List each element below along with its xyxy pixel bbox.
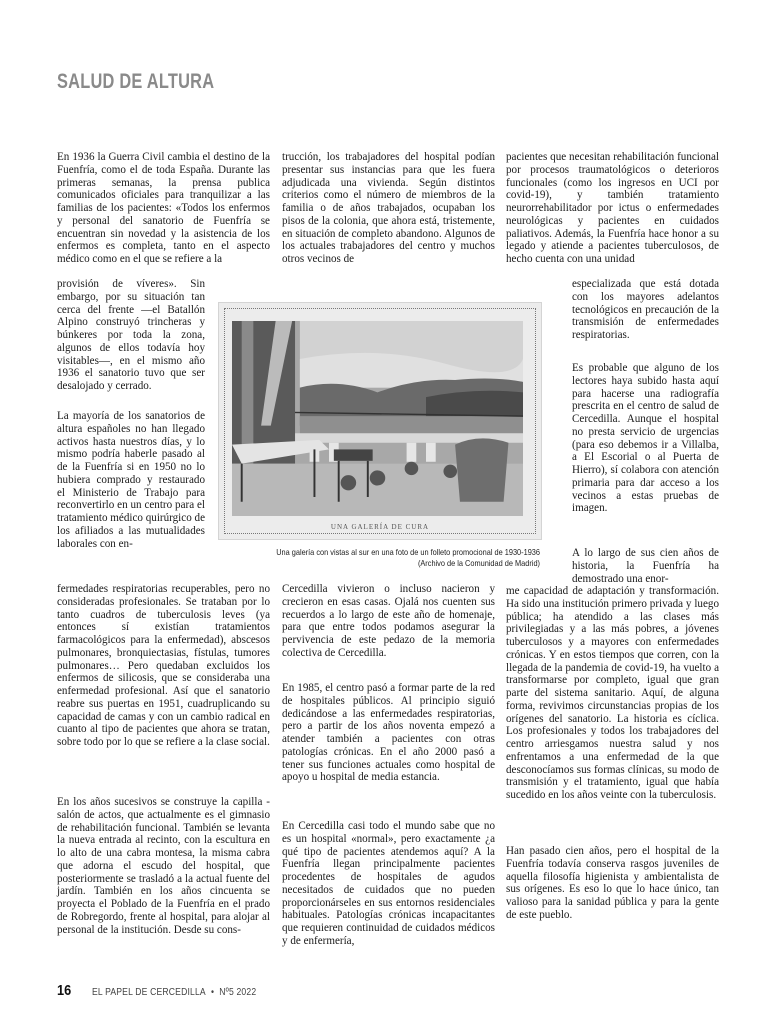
col1-p1-narrow: provisión de víveres». Sin embargo, por su situación tan cerca del frente —el Batallón Alpino construyó trincheras y búnkeres por toda la zona, algunos de ellos todavía hoy visitables—, en el mismo año 1936 el sanatorio tuvo que ser desalojado y cerrado. xyxy=(57,278,205,392)
col3-p3-full: me capacidad de adaptación y transformación. Ha sido una institución primero privada y luego pública; ha atendido a las clases más privilegiadas y a las más pobres, a jóvenes tuberculosos y a mayores con enfermedades crónicas. Y en estos tiempos que corren, con la llegada de la pandemia de covid-19, ha vuelto a transformarse por completo, igual que gran parte del sistema sanitario. Aquí, de alguna forma, revivimos circunstancias propias de los orígenes del sanatorio. La historia es cíclica. Los profesionales y todos los trabajadores del centro arriesgamos nuestra salud y nos enfrentamos a una enfermedad de la que desconocíamos sus formas clínicas, su modo de transmisión y el tratamiento, igual que había sucedido en los años veinte con la tuberculosis. xyxy=(506,585,719,801)
col1-p2-full: fermedades respiratorias recuperables, pero no consideradas profesionales. Se trataban por lo tanto cuadros de tuberculosis leves (ya entonces sí existían tratamientos farmacológicos para la enfermedad), abscesos pulmonares, bronquiectasias, fístulas, tumores pulmonares… Pero quedaban excluidos los enfermos de silicosis, que se consideraba una enfermedad profesional. Así que el sanatorio reabre sus puertas en 1951, cuadruplicando su capacidad de camas y con un cambio radical en cuanto al tipo de pacientes que ahora se tratan, sobre todo por lo que se refiere a la clase social. xyxy=(57,583,270,748)
publication-title: EL PAPEL DE CERCEDILLA xyxy=(92,986,206,998)
col1-p3: En los años sucesivos se construye la capilla - salón de actos, que actualmente es el gimnasio de rehabilitación funcional. También se levanta la nueva entrada al recinto, con la escultura en lo alto de una cabra montesa, la misma cabra que adorna el escudo del hospital, que posteriormente se trasladó a la actual fuente del jardín. También en los años cincuenta se proyecta el Poblado de la Fuenfría en el prado de Robregordo, frente al hospital, para alojar al personal de la institución. Desde su cons- xyxy=(57,796,270,936)
col1-p2-narrow: La mayoría de los sanatorios de altura españoles no han llegado activos hasta nuestros días, y lo mismo podría haberle pasado al de la Fuenfría si en 1950 no lo hubiera comprado y restaurado el Ministerio de Trabajo para reconvertirlo en un centro para el tratamiento médico quirúrgico de los afiliados a las mutualidades laborales con en- xyxy=(57,410,205,550)
col2-p2: En 1985, el centro pasó a formar parte de la red de hospitales públicos. Al principio siguió dedicándose a las enfermedades respiratorias, pero a partir de los años noventa empezó a atender también a pacientes con otras patologías crónicas. En el año 2000 pasó a tener sus funciones actuales como hospital de apoyo u hospital de media estancia. xyxy=(282,682,495,784)
col3-p1-full: pacientes que necesitan rehabilitación funcional por procesos traumatológicos o deterioros funcionales (como los ingresos en UCI por covid-19), y también tratamiento neurorrehabilitador por ictus o enfermedades neurológicas y pacientes en cuidados paliativos. Además, la Fuenfría hace honor a su legado y atiende a pacientes tuberculosos, de hecho cuenta con una unidad xyxy=(506,151,719,265)
photo-border xyxy=(224,308,536,534)
figure-caption xyxy=(257,547,541,569)
gallery-terrace-image xyxy=(232,321,523,516)
issue-number: Nº5 2022 xyxy=(219,986,257,998)
photo-inner-label: UNA GALERÍA DE CURA xyxy=(330,523,430,531)
col3-p3-narrow: A lo largo de sus cien años de historia, la Fuenfría ha demostrado una enor- xyxy=(572,547,719,585)
col1-p1-full: En 1936 la Guerra Civil cambia el destino de la Fuenfría, como el de toda España. Durante las primeras semanas, la prensa publica comunicados oficiales para tranquilizar a las familias de los pacientes: «Todos los enfermos y personal del sanatorio de Fuenfría se encuentran sin novedad y la asistencia de los enfermos es completa, tanto en el aspecto médico como en el que se refiere a la xyxy=(57,151,270,265)
section-title: SALUD DE ALTURA xyxy=(57,70,215,93)
col3-p4: Han pasado cien años, pero el hospital de la Fuenfría todavía conserva rasgos juveniles de aquella filosofía higienista y ambientalista de sus orígenes. Es eso lo que lo hace único, tan valioso para la sanidad pública y para la gente de este pueblo. xyxy=(506,845,719,921)
historic-photo xyxy=(218,302,542,540)
col2-p3: En Cercedilla casi todo el mundo sabe que no es un hospital «normal», pero exactamente ¿a qué tipo de pacientes atendemos aquí? A la Fuenfría llegan principalmente pacientes procedentes de hospitales de agudos necesitados de cuidados que no pueden proporcionárseles en sus entornos residenciales habituales. Patologías crónicas incapacitantes que requieren continuidad de cuidados médicos y de enfermería, xyxy=(282,820,495,947)
bullet-separator: • xyxy=(211,986,215,998)
caption-line-2: (Archivo de la Comunidad de Madrid) xyxy=(417,559,540,568)
col3-p1-narrow: especializada que está dotada con los mayores adelantos tecnológicos en precaución de la transmisión de enfermedades respiratorias. xyxy=(572,278,719,341)
page-number: 16 xyxy=(57,982,72,999)
page-footer xyxy=(57,982,293,1000)
col3-p2-narrow: Es probable que alguno de los lectores haya subido hasta aquí para hacerse una radiografía prescrita en el centro de salud de Cercedilla. Aunque el hospital no presta servicio de urgencias (para eso debemos ir a Villalba, a El Escorial o al Puerta de Hierro), sí colabora con atención primaria para dar acceso a los vecinos a estas pruebas de imagen. xyxy=(572,362,719,515)
publication-name xyxy=(92,986,256,998)
caption-line-1: Una galería con vistas al sur en una foto de un folleto promocional de 1930-1936 xyxy=(276,548,540,557)
terrace-scene-icon xyxy=(232,321,523,516)
col2-p1-bottom: Cercedilla vivieron o incluso nacieron y crecieron en esas casas. Ojalá nos cuenten sus recuerdos a lo largo de este año de homenaje, para que entre todos podamos asegurar la pervivencia de este pedazo de la memoria colectiva de Cercedilla. xyxy=(282,583,495,659)
col2-p1-top: trucción, los trabajadores del hospital podían presentar sus instancias para que les fuera adjudicada una vivienda. Según distintos criterios como el número de miembros de la familia o de años trabajados, ocupaban los pisos de la colonia, que ahora está, tristemente, en situación de completo abandono. Algunos de los actuales trabajadores del centro y muchos otros vecinos de xyxy=(282,151,495,265)
